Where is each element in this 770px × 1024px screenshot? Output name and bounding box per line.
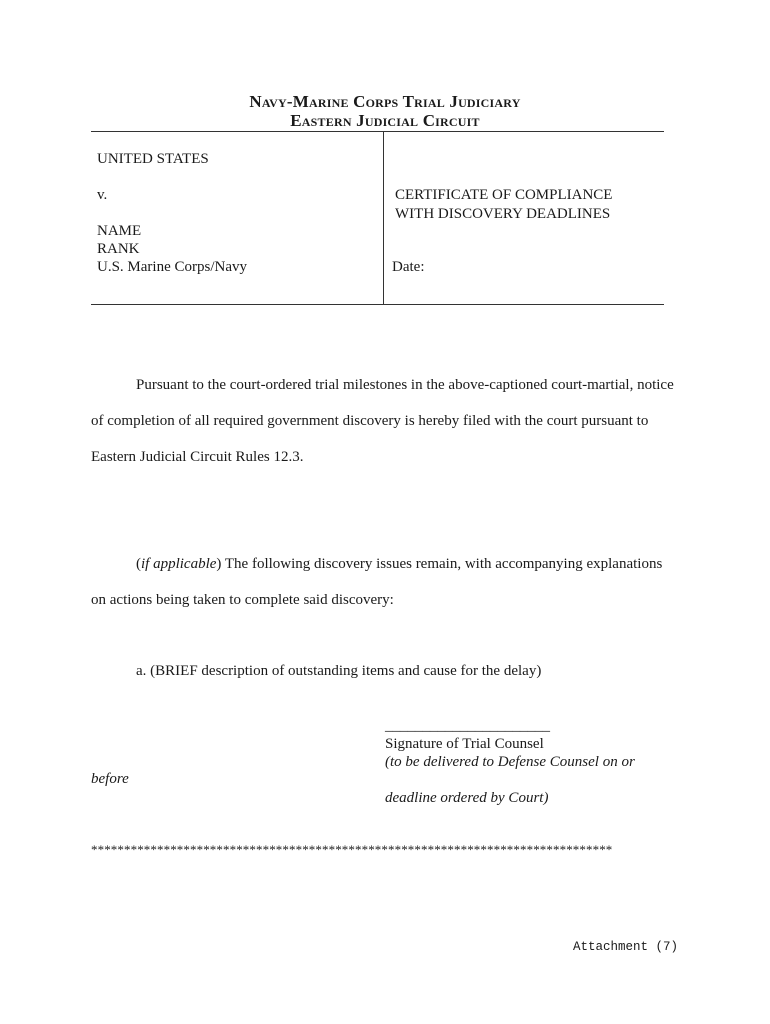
versus-label: v. [97, 187, 108, 203]
date-label: Date: [392, 259, 425, 275]
accused-rank: RANK [97, 241, 140, 257]
court-title: Navy-Marine Corps Trial Judiciary [249, 92, 521, 111]
signature-label: Signature of Trial Counsel [385, 736, 544, 752]
caption-divider [383, 131, 384, 305]
accused-name: NAME [97, 223, 142, 239]
signature-line: ______________________ [385, 718, 550, 734]
paragraph-2-line-1: (if applicable) The following discovery issues remain, with accompanying explanations [136, 556, 663, 572]
caption-top-rule [91, 131, 664, 132]
paragraph-1-line-2: of completion of all required government discovery is hereby filed with the court pursuant to [91, 413, 649, 429]
paragraph-1-line-1: Pursuant to the court-ordered trial milestones in the above-captioned court-martial, notice [136, 377, 674, 393]
delivery-note-line1: (to be delivered to Defense Counsel on or [385, 754, 635, 770]
paragraph-2-line-1-rest: The following discovery issues remain, with accompanying explanations [221, 556, 663, 572]
item-a: a. (BRIEF description of outstanding items and cause for the delay) [136, 663, 542, 679]
paragraph-1-line-3: Eastern Judicial Circuit Rules 12.3. [91, 449, 304, 465]
delivery-note-before: before [91, 771, 129, 787]
attachment-label: Attachment (7) [573, 940, 679, 954]
accused-service: U.S. Marine Corps/Navy [97, 259, 247, 275]
caption-bottom-rule [91, 304, 664, 305]
party-united-states: UNITED STATES [97, 151, 209, 167]
certificate-title-line2: WITH DISCOVERY DEADLINES [395, 206, 611, 222]
delivery-note-line2: deadline ordered by Court) [385, 790, 549, 806]
certificate-title-line1: CERTIFICATE OF COMPLIANCE [395, 187, 613, 203]
paragraph-2-line-2: on actions being taken to complete said discovery: [91, 592, 394, 608]
asterisk-separator: ******************************************************************************* [91, 842, 613, 857]
if-applicable-text: if applicable [141, 556, 217, 572]
circuit-title: Eastern Judicial Circuit [290, 111, 480, 130]
